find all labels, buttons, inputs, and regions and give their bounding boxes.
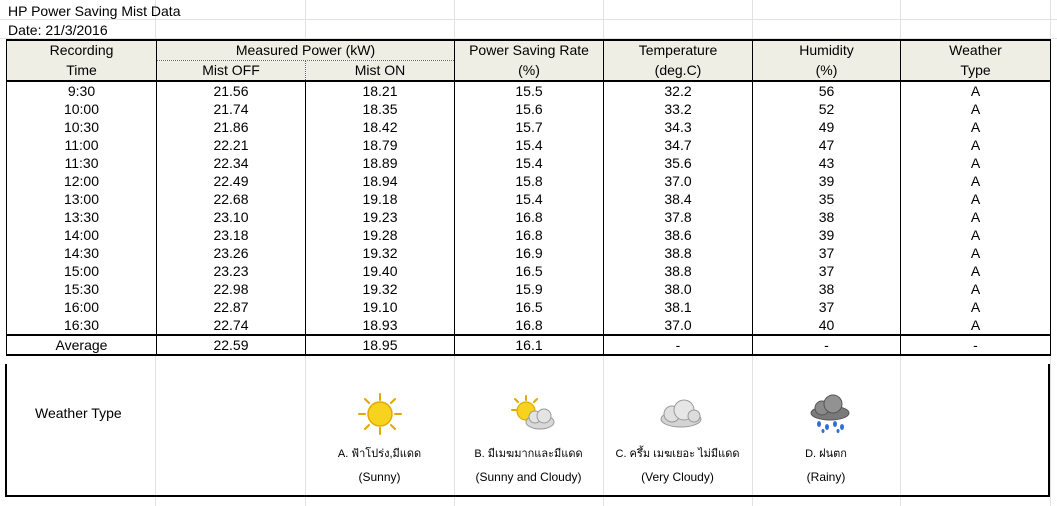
cell-temperature: 38.8 <box>604 244 753 262</box>
cell-mist-on: 18.79 <box>306 136 455 154</box>
cell-saving-rate: 16.5 <box>455 298 604 316</box>
cell-humidity: 43 <box>753 154 901 172</box>
cell-time: 15:00 <box>7 262 157 280</box>
cell-mist-off: 22.49 <box>157 172 306 190</box>
cell-humidity: 38 <box>753 280 901 298</box>
cell-time: 11:00 <box>7 136 157 154</box>
cell-mist-off: 23.18 <box>157 226 306 244</box>
cell-mist-off: 22.34 <box>157 154 306 172</box>
cell-average-label: Average <box>7 335 157 355</box>
table-row <box>7 172 1051 190</box>
cell-time: 15:30 <box>7 280 157 298</box>
cell-saving-rate: 15.7 <box>455 118 604 136</box>
cell-saving-rate: 15.9 <box>455 280 604 298</box>
cell-saving-rate: 16.5 <box>455 262 604 280</box>
table-row <box>7 136 1051 154</box>
cell-mist-on: 18.21 <box>306 81 455 100</box>
cell-mist-off: 22.98 <box>157 280 306 298</box>
table-row <box>7 244 1051 262</box>
cell-saving-rate: 16.8 <box>455 208 604 226</box>
cell-time: 13:30 <box>7 208 157 226</box>
cell-mist-on: 18.89 <box>306 154 455 172</box>
cell-temperature: 38.4 <box>604 190 753 208</box>
cell-mist-on: 19.10 <box>306 298 455 316</box>
legend-item-label: A. ฟ้าโปร่ง,มีแดด <box>337 448 422 460</box>
cell-temperature: 34.7 <box>604 136 753 154</box>
cell-humidity: 40 <box>753 316 901 335</box>
cell-time: 10:30 <box>7 118 157 136</box>
cell-mist-off: 22.87 <box>157 298 306 316</box>
cell-time: 14:00 <box>7 226 157 244</box>
cell-weather-type: A <box>901 81 1051 100</box>
cell-time: 13:00 <box>7 190 157 208</box>
cell-weather-type: A <box>901 316 1051 335</box>
legend-item-very-cloudy <box>603 444 752 484</box>
cell-mist-on: 19.23 <box>306 208 455 226</box>
table-row <box>7 154 1051 172</box>
cell-humidity: 38 <box>753 208 901 226</box>
cell-temperature: 33.2 <box>604 100 753 118</box>
cell-temperature: 38.6 <box>604 226 753 244</box>
cell-mist-off: 21.86 <box>157 118 306 136</box>
cell-mist-off: 21.56 <box>157 81 306 100</box>
cell-humidity: 52 <box>753 100 901 118</box>
cell-mist-off: 22.59 <box>157 335 306 355</box>
legend-item-sub: (Sunny) <box>358 470 401 484</box>
cell-saving-rate: 15.4 <box>455 136 604 154</box>
cell-weather-type: A <box>901 100 1051 118</box>
cell-temperature: 35.6 <box>604 154 753 172</box>
cell-time: 12:00 <box>7 172 157 190</box>
cell-temperature: 37.0 <box>604 172 753 190</box>
rain-cloud-icon <box>807 393 853 433</box>
cell-mist-on: 19.28 <box>306 226 455 244</box>
cell-mist-on: 19.40 <box>306 262 455 280</box>
table-row <box>7 190 1051 208</box>
average-row <box>7 335 1051 355</box>
cell-weather-type: A <box>901 172 1051 190</box>
cell-weather-type: A <box>901 280 1051 298</box>
legend-item-sunny-cloudy <box>454 444 603 484</box>
cell-weather-type: A <box>901 208 1051 226</box>
cell-weather-type: A <box>901 154 1051 172</box>
cell-saving-rate: 15.6 <box>455 100 604 118</box>
cell-temperature: 38.0 <box>604 280 753 298</box>
table-row <box>7 100 1051 118</box>
cell-saving-rate: 15.4 <box>455 190 604 208</box>
cell-temperature: 38.1 <box>604 298 753 316</box>
table-row <box>7 262 1051 280</box>
table-row <box>7 280 1051 298</box>
cell-saving-rate: 15.5 <box>455 81 604 100</box>
header-row <box>7 61 1051 82</box>
table-row <box>7 208 1051 226</box>
cell-weather-type: A <box>901 244 1051 262</box>
cell-temperature: 34.3 <box>604 118 753 136</box>
cell-humidity: 37 <box>753 244 901 262</box>
legend-item-rainy <box>752 444 900 484</box>
cell-mist-on: 18.35 <box>306 100 455 118</box>
cell-weather-type: A <box>901 190 1051 208</box>
cell-mist-off: 23.26 <box>157 244 306 262</box>
cell-humidity: - <box>753 335 901 355</box>
cell-saving-rate: 16.9 <box>455 244 604 262</box>
cell-saving-rate: 16.1 <box>455 335 604 355</box>
cell-temperature: 38.8 <box>604 262 753 280</box>
cell-humidity: 56 <box>753 81 901 100</box>
cell-time: 10:00 <box>7 100 157 118</box>
header-measured-power: Measured Power (kW) <box>157 40 455 61</box>
cell-mist-on: 19.32 <box>306 244 455 262</box>
cell-saving-rate: 16.8 <box>455 316 604 335</box>
table-row <box>7 226 1051 244</box>
cell-weather-type: A <box>901 262 1051 280</box>
cell-time: 16:00 <box>7 298 157 316</box>
cell-mist-off: 21.74 <box>157 100 306 118</box>
cell-time: 16:30 <box>7 316 157 335</box>
cell-mist-on: 18.42 <box>306 118 455 136</box>
table-row <box>7 81 1051 100</box>
legend-item-label: D. ฝนตก <box>805 448 847 460</box>
cell-weather-type: A <box>901 226 1051 244</box>
cell-time: 14:30 <box>7 244 157 262</box>
cell-weather-type: A <box>901 298 1051 316</box>
cell-humidity: 49 <box>753 118 901 136</box>
cell-weather-type: A <box>901 136 1051 154</box>
header-mist-on: Mist ON <box>306 61 455 82</box>
header-weather: Weather <box>901 40 1051 61</box>
sun-icon <box>357 392 403 436</box>
header-temperature: Temperature <box>604 40 753 61</box>
cell-mist-on: 18.95 <box>306 335 455 355</box>
cell-mist-off: 22.74 <box>157 316 306 335</box>
cell-mist-off: 22.68 <box>157 190 306 208</box>
table-row <box>7 298 1051 316</box>
cell-weather-type: A <box>901 118 1051 136</box>
cloud-icon <box>657 397 705 429</box>
legend-item-label: B. มีเมฆมากและมีแดด <box>474 448 583 460</box>
cell-temperature: 32.2 <box>604 81 753 100</box>
legend-title: Weather Type <box>35 405 122 421</box>
legend-item-label: C. ครึ้ม เมฆเยอะ ไม่มีแดด <box>615 448 740 460</box>
cell-mist-off: 23.10 <box>157 208 306 226</box>
table-row <box>7 316 1051 335</box>
cell-time: 11:30 <box>7 154 157 172</box>
cell-humidity: 47 <box>753 136 901 154</box>
legend-item-sub: (Sunny and Cloudy) <box>475 470 582 484</box>
legend-item-sub: (Rainy) <box>806 470 846 484</box>
cell-temperature: 37.0 <box>604 316 753 335</box>
legend-item-sunny <box>305 444 454 484</box>
cell-humidity: 35 <box>753 190 901 208</box>
cell-saving-rate: 15.8 <box>455 172 604 190</box>
cell-mist-on: 18.94 <box>306 172 455 190</box>
cell-mist-on: 19.18 <box>306 190 455 208</box>
sheet-title: HP Power Saving Mist Data <box>8 3 181 19</box>
sheet-date: Date: 21/3/2016 <box>8 22 108 38</box>
cell-mist-off: 23.23 <box>157 262 306 280</box>
cell-humidity: 39 <box>753 172 901 190</box>
cell-time: 9:30 <box>7 81 157 100</box>
header-saving-unit: (%) <box>455 61 604 82</box>
cell-humidity: 39 <box>753 226 901 244</box>
cell-humidity: 37 <box>753 298 901 316</box>
header-row <box>7 40 1051 61</box>
cell-mist-on: 18.93 <box>306 316 455 335</box>
header-humidity: Humidity <box>753 40 901 61</box>
cell-humidity: 37 <box>753 262 901 280</box>
header-temp-unit: (deg.C) <box>604 61 753 82</box>
cell-mist-off: 22.21 <box>157 136 306 154</box>
power-data-table <box>6 39 1051 356</box>
legend-item-sub: (Very Cloudy) <box>641 470 714 484</box>
header-time: Time <box>7 61 157 82</box>
cell-weather-type: - <box>901 335 1051 355</box>
cell-temperature: - <box>604 335 753 355</box>
cell-saving-rate: 15.4 <box>455 154 604 172</box>
header-saving-rate: Power Saving Rate <box>455 40 604 61</box>
header-recording: Recording <box>7 40 157 61</box>
cell-saving-rate: 16.8 <box>455 226 604 244</box>
header-humidity-unit: (%) <box>753 61 901 82</box>
table-row <box>7 118 1051 136</box>
cell-temperature: 37.8 <box>604 208 753 226</box>
header-weather-type: Type <box>901 61 1051 82</box>
header-mist-off: Mist OFF <box>157 61 306 82</box>
sun-cloud-icon <box>507 394 557 432</box>
cell-mist-on: 19.32 <box>306 280 455 298</box>
